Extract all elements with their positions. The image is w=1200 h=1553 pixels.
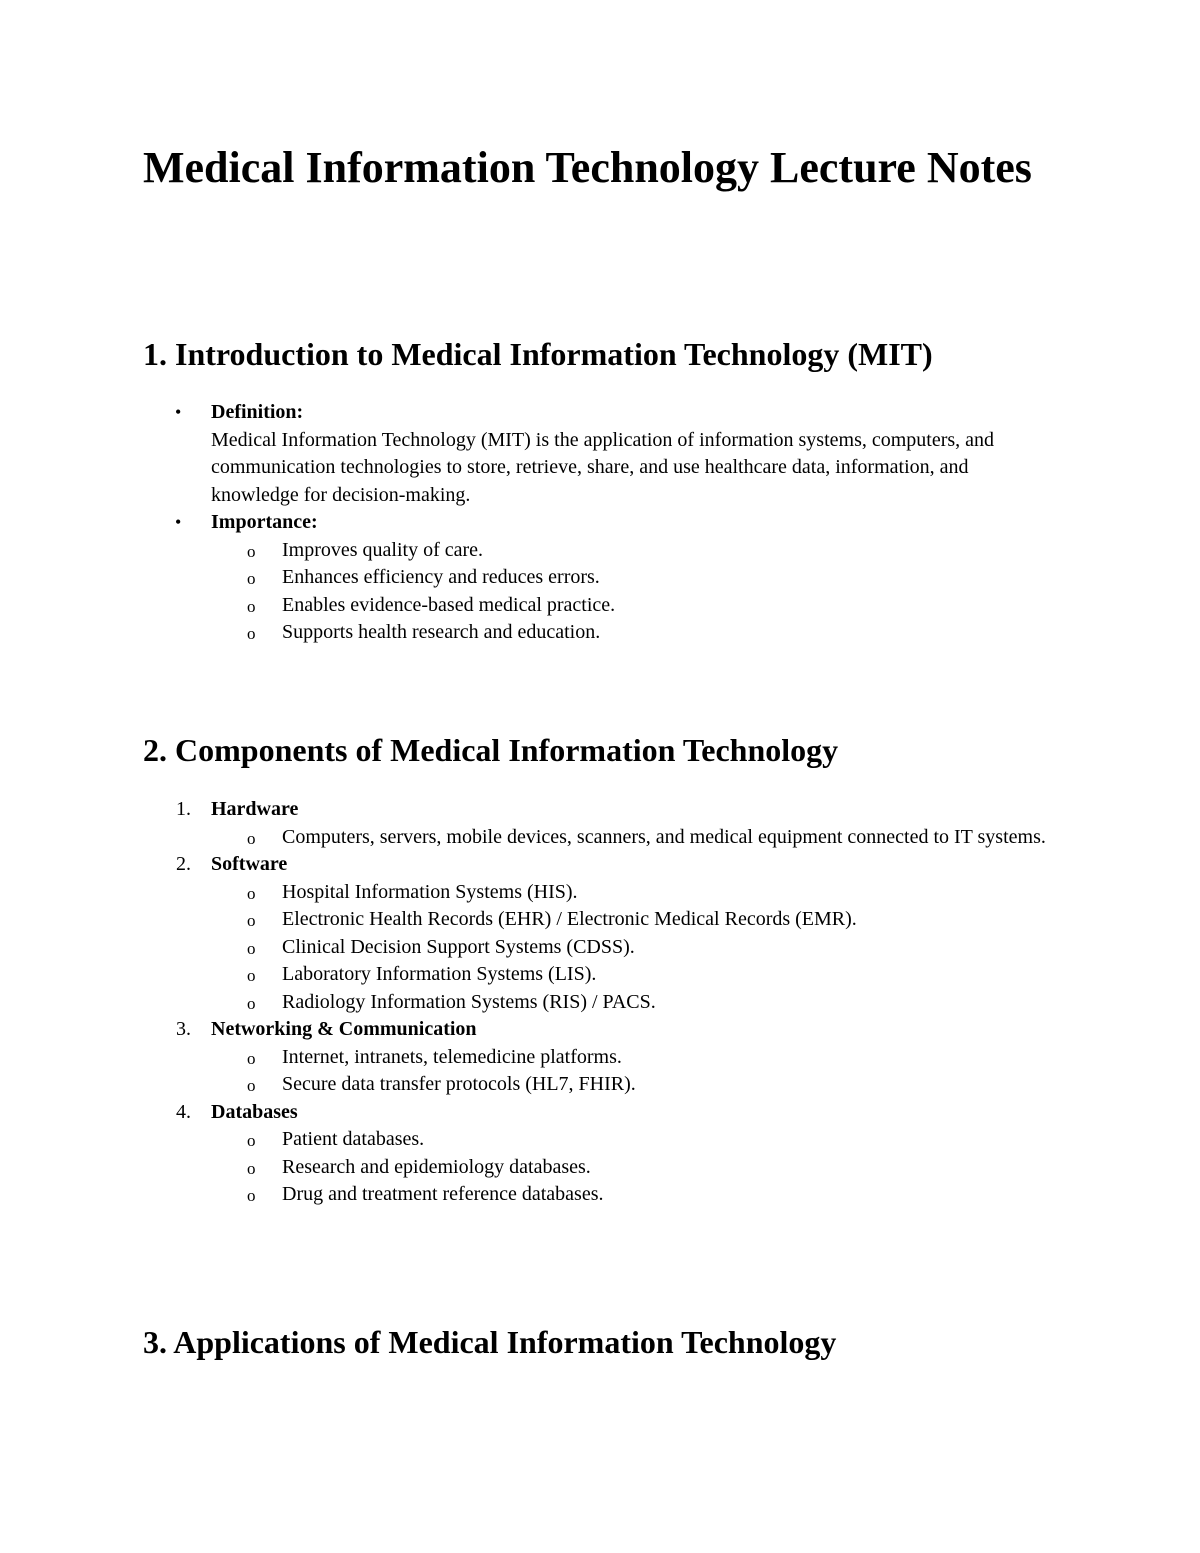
circle-bullet-icon: o <box>247 911 256 930</box>
item-label: Definition: <box>211 401 304 423</box>
sub-item-text: Secure data transfer protocols (HL7, FHIR). <box>282 1073 636 1095</box>
circle-bullet-icon: o <box>247 569 256 588</box>
sub-list-item <box>211 1044 1053 1072</box>
circle-bullet-icon: o <box>247 1048 256 1068</box>
list-item-software <box>143 851 1053 1016</box>
section-heading-introduction: 1. Introduction to Medical Information Technology (MIT) <box>143 336 933 372</box>
item-label: Hardware <box>211 798 299 820</box>
list-item-importance <box>143 509 1053 647</box>
sub-item-text: Clinical Decision Support Systems (CDSS). <box>282 935 635 958</box>
sub-item-text: Internet, intranets, telemedicine platforms. <box>282 1045 622 1068</box>
item-label: Importance: <box>211 511 318 533</box>
sub-list-item <box>211 906 1053 934</box>
section-introduction-list <box>143 399 1053 647</box>
sub-list-item <box>211 592 1053 620</box>
circle-bullet-icon: o <box>247 1158 256 1178</box>
sub-list-item <box>211 619 1053 647</box>
item-number: 4. <box>176 1100 191 1123</box>
sub-item-text: Supports health research and education. <box>282 621 601 643</box>
circle-bullet-icon: o <box>247 1076 256 1095</box>
bullet-icon: • <box>175 402 182 422</box>
sub-item-text: Patient databases. <box>282 1128 425 1150</box>
circle-bullet-icon: o <box>247 938 256 958</box>
sub-item-text: Laboratory Information Systems (LIS). <box>282 963 597 985</box>
circle-bullet-icon: o <box>247 1131 256 1150</box>
document-title: Medical Information Technology Lecture Notes <box>143 143 1032 192</box>
sub-item-text: Research and epidemiology databases. <box>282 1155 591 1178</box>
circle-bullet-icon: o <box>247 993 256 1013</box>
sub-list-item <box>211 1126 1053 1154</box>
sub-list-item <box>211 1154 1053 1182</box>
sub-list-item <box>211 824 1053 852</box>
section-heading-applications: 3. Applications of Medical Information Technology <box>143 1324 837 1360</box>
item-text: Medical Information Technology (MIT) is the application of information systems, computers, and communication technologies to store, retrieve, share, and use healthcare data, information, and knowledge for decision-making. <box>211 428 995 506</box>
sub-list-item <box>211 879 1053 907</box>
section-components-list <box>143 796 1053 1209</box>
item-label: Networking & Communication <box>211 1018 477 1040</box>
sub-item-text: Enables evidence-based medical practice. <box>282 593 616 616</box>
item-label: Software <box>211 853 288 875</box>
sub-list-item <box>211 1181 1053 1209</box>
sub-item-text: Drug and treatment reference databases. <box>282 1183 604 1205</box>
sub-list-item <box>211 934 1053 962</box>
list-item-networking <box>143 1016 1053 1099</box>
circle-bullet-icon: o <box>247 966 256 985</box>
circle-bullet-icon: o <box>247 596 256 616</box>
sub-list-item <box>211 1071 1053 1099</box>
list-item-hardware <box>143 796 1053 851</box>
sub-item-text: Enhances efficiency and reduces errors. <box>282 566 600 588</box>
circle-bullet-icon: o <box>247 624 256 643</box>
sub-list-item <box>211 537 1053 565</box>
circle-bullet-icon: o <box>247 1186 256 1205</box>
section-heading-components: 2. Components of Medical Information Technology <box>143 732 839 768</box>
sub-list-item <box>211 989 1053 1017</box>
sub-item-text: Improves quality of care. <box>282 538 484 561</box>
sub-list-item <box>211 961 1053 989</box>
sub-item-text: Computers, servers, mobile devices, scanners, and medical equipment connected to IT systems. <box>282 825 1046 848</box>
item-number: 3. <box>176 1018 191 1040</box>
circle-bullet-icon: o <box>247 828 256 848</box>
circle-bullet-icon: o <box>247 883 256 903</box>
sub-item-text: Hospital Information Systems (HIS). <box>282 880 578 903</box>
list-item-databases <box>143 1099 1053 1209</box>
list-item-definition <box>143 399 1053 509</box>
sub-list-item <box>211 564 1053 592</box>
item-number: 2. <box>176 853 191 875</box>
item-label: Databases <box>211 1100 298 1123</box>
sub-item-text: Electronic Health Records (EHR) / Electronic Medical Records (EMR). <box>282 908 857 930</box>
circle-bullet-icon: o <box>247 541 256 561</box>
item-number: 1. <box>176 798 191 820</box>
sub-item-text: Radiology Information Systems (RIS) / PACS. <box>282 990 656 1013</box>
bullet-icon: • <box>175 512 182 532</box>
